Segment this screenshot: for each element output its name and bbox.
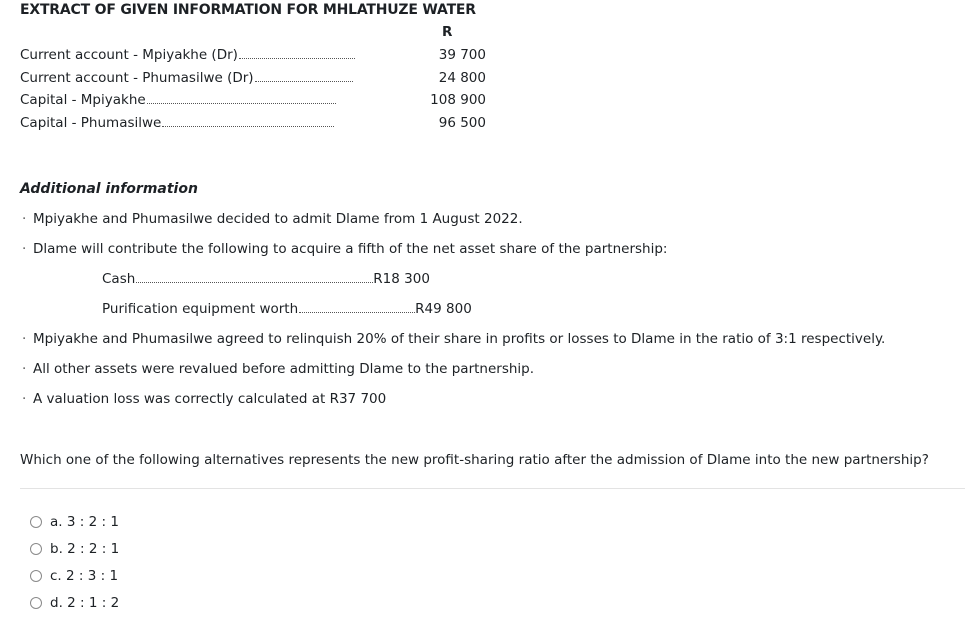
contribution-cash — [102, 271, 430, 287]
list-item — [22, 361, 534, 377]
dot-leader — [136, 282, 373, 283]
list-item — [22, 211, 523, 227]
list-item — [22, 391, 386, 407]
radio-button[interactable] — [30, 570, 42, 582]
contribution-label: Cash — [102, 271, 136, 287]
table-row-label — [20, 70, 353, 86]
answer-option-c[interactable] — [30, 566, 118, 586]
bullet-icon: · — [22, 361, 27, 377]
dot-leader — [255, 81, 353, 82]
list-item-text: Mpiyakhe and Phumasilwe agreed to relinquish 20% of their share in profits or losses to Dlame in the ratio of 3:1 respectively. — [33, 331, 886, 347]
row-label-text: Capital - Phumasilwe — [20, 115, 162, 131]
contribution-label: Purification equipment worth — [102, 301, 299, 317]
option-letter: d. — [50, 595, 63, 611]
option-text: 3 : 2 : 1 — [66, 514, 119, 530]
radio-button[interactable] — [30, 597, 42, 609]
currency-header: R — [442, 24, 453, 40]
option-letter: a. — [50, 514, 63, 530]
dot-leader — [147, 103, 336, 104]
table-row-label — [20, 115, 334, 131]
list-item-text: All other assets were revalued before admitting Dlame to the partnership. — [33, 361, 535, 377]
list-item-text: Mpiyakhe and Phumasilwe decided to admit Dlame from 1 August 2022. — [33, 211, 523, 227]
answer-option-a[interactable] — [30, 512, 119, 532]
bullet-icon: · — [22, 331, 27, 347]
row-label-text: Current account - Mpiyakhe (Dr) — [20, 47, 238, 63]
answer-option-b[interactable] — [30, 539, 119, 559]
bullet-icon: · — [22, 211, 27, 227]
option-letter: c. — [50, 568, 62, 584]
dot-leader — [162, 126, 334, 127]
radio-button[interactable] — [30, 516, 42, 528]
table-row-value: 96 500 — [438, 115, 486, 131]
table-row-value: 39 700 — [438, 47, 486, 63]
contribution-value: R18 300 — [373, 271, 430, 287]
section-heading: Additional information — [20, 181, 198, 197]
divider — [20, 488, 965, 489]
page-title: EXTRACT OF GIVEN INFORMATION FOR MHLATHUZE WATER — [20, 2, 476, 18]
table-row-value: 108 900 — [430, 92, 486, 108]
list-item-text: A valuation loss was correctly calculated at R37 700 — [33, 391, 387, 407]
table-row-label — [20, 92, 336, 108]
bullet-icon: · — [22, 391, 27, 407]
table-row-value: 24 800 — [438, 70, 486, 86]
row-label-text: Current account - Phumasilwe (Dr) — [20, 70, 254, 86]
question-text: Which one of the following alternatives represents the new profit-sharing ratio after the admission of Dlame into the new partnership? — [20, 452, 929, 468]
option-text: 2 : 3 : 1 — [66, 568, 119, 584]
answer-option-d[interactable] — [30, 593, 119, 613]
list-item-text: Dlame will contribute the following to acquire a fifth of the net asset share of the partnership: — [33, 241, 668, 257]
bullet-icon: · — [22, 241, 27, 257]
table-row-label — [20, 47, 355, 63]
option-letter: b. — [50, 541, 63, 557]
contribution-value: R49 800 — [415, 301, 472, 317]
dot-leader — [299, 312, 415, 313]
list-item — [22, 241, 667, 257]
row-label-text: Capital - Mpiyakhe — [20, 92, 146, 108]
list-item — [22, 331, 885, 347]
dot-leader — [239, 58, 355, 59]
option-text: 2 : 1 : 2 — [67, 595, 120, 611]
option-text: 2 : 2 : 1 — [67, 541, 120, 557]
contribution-equipment — [102, 301, 472, 317]
radio-button[interactable] — [30, 543, 42, 555]
